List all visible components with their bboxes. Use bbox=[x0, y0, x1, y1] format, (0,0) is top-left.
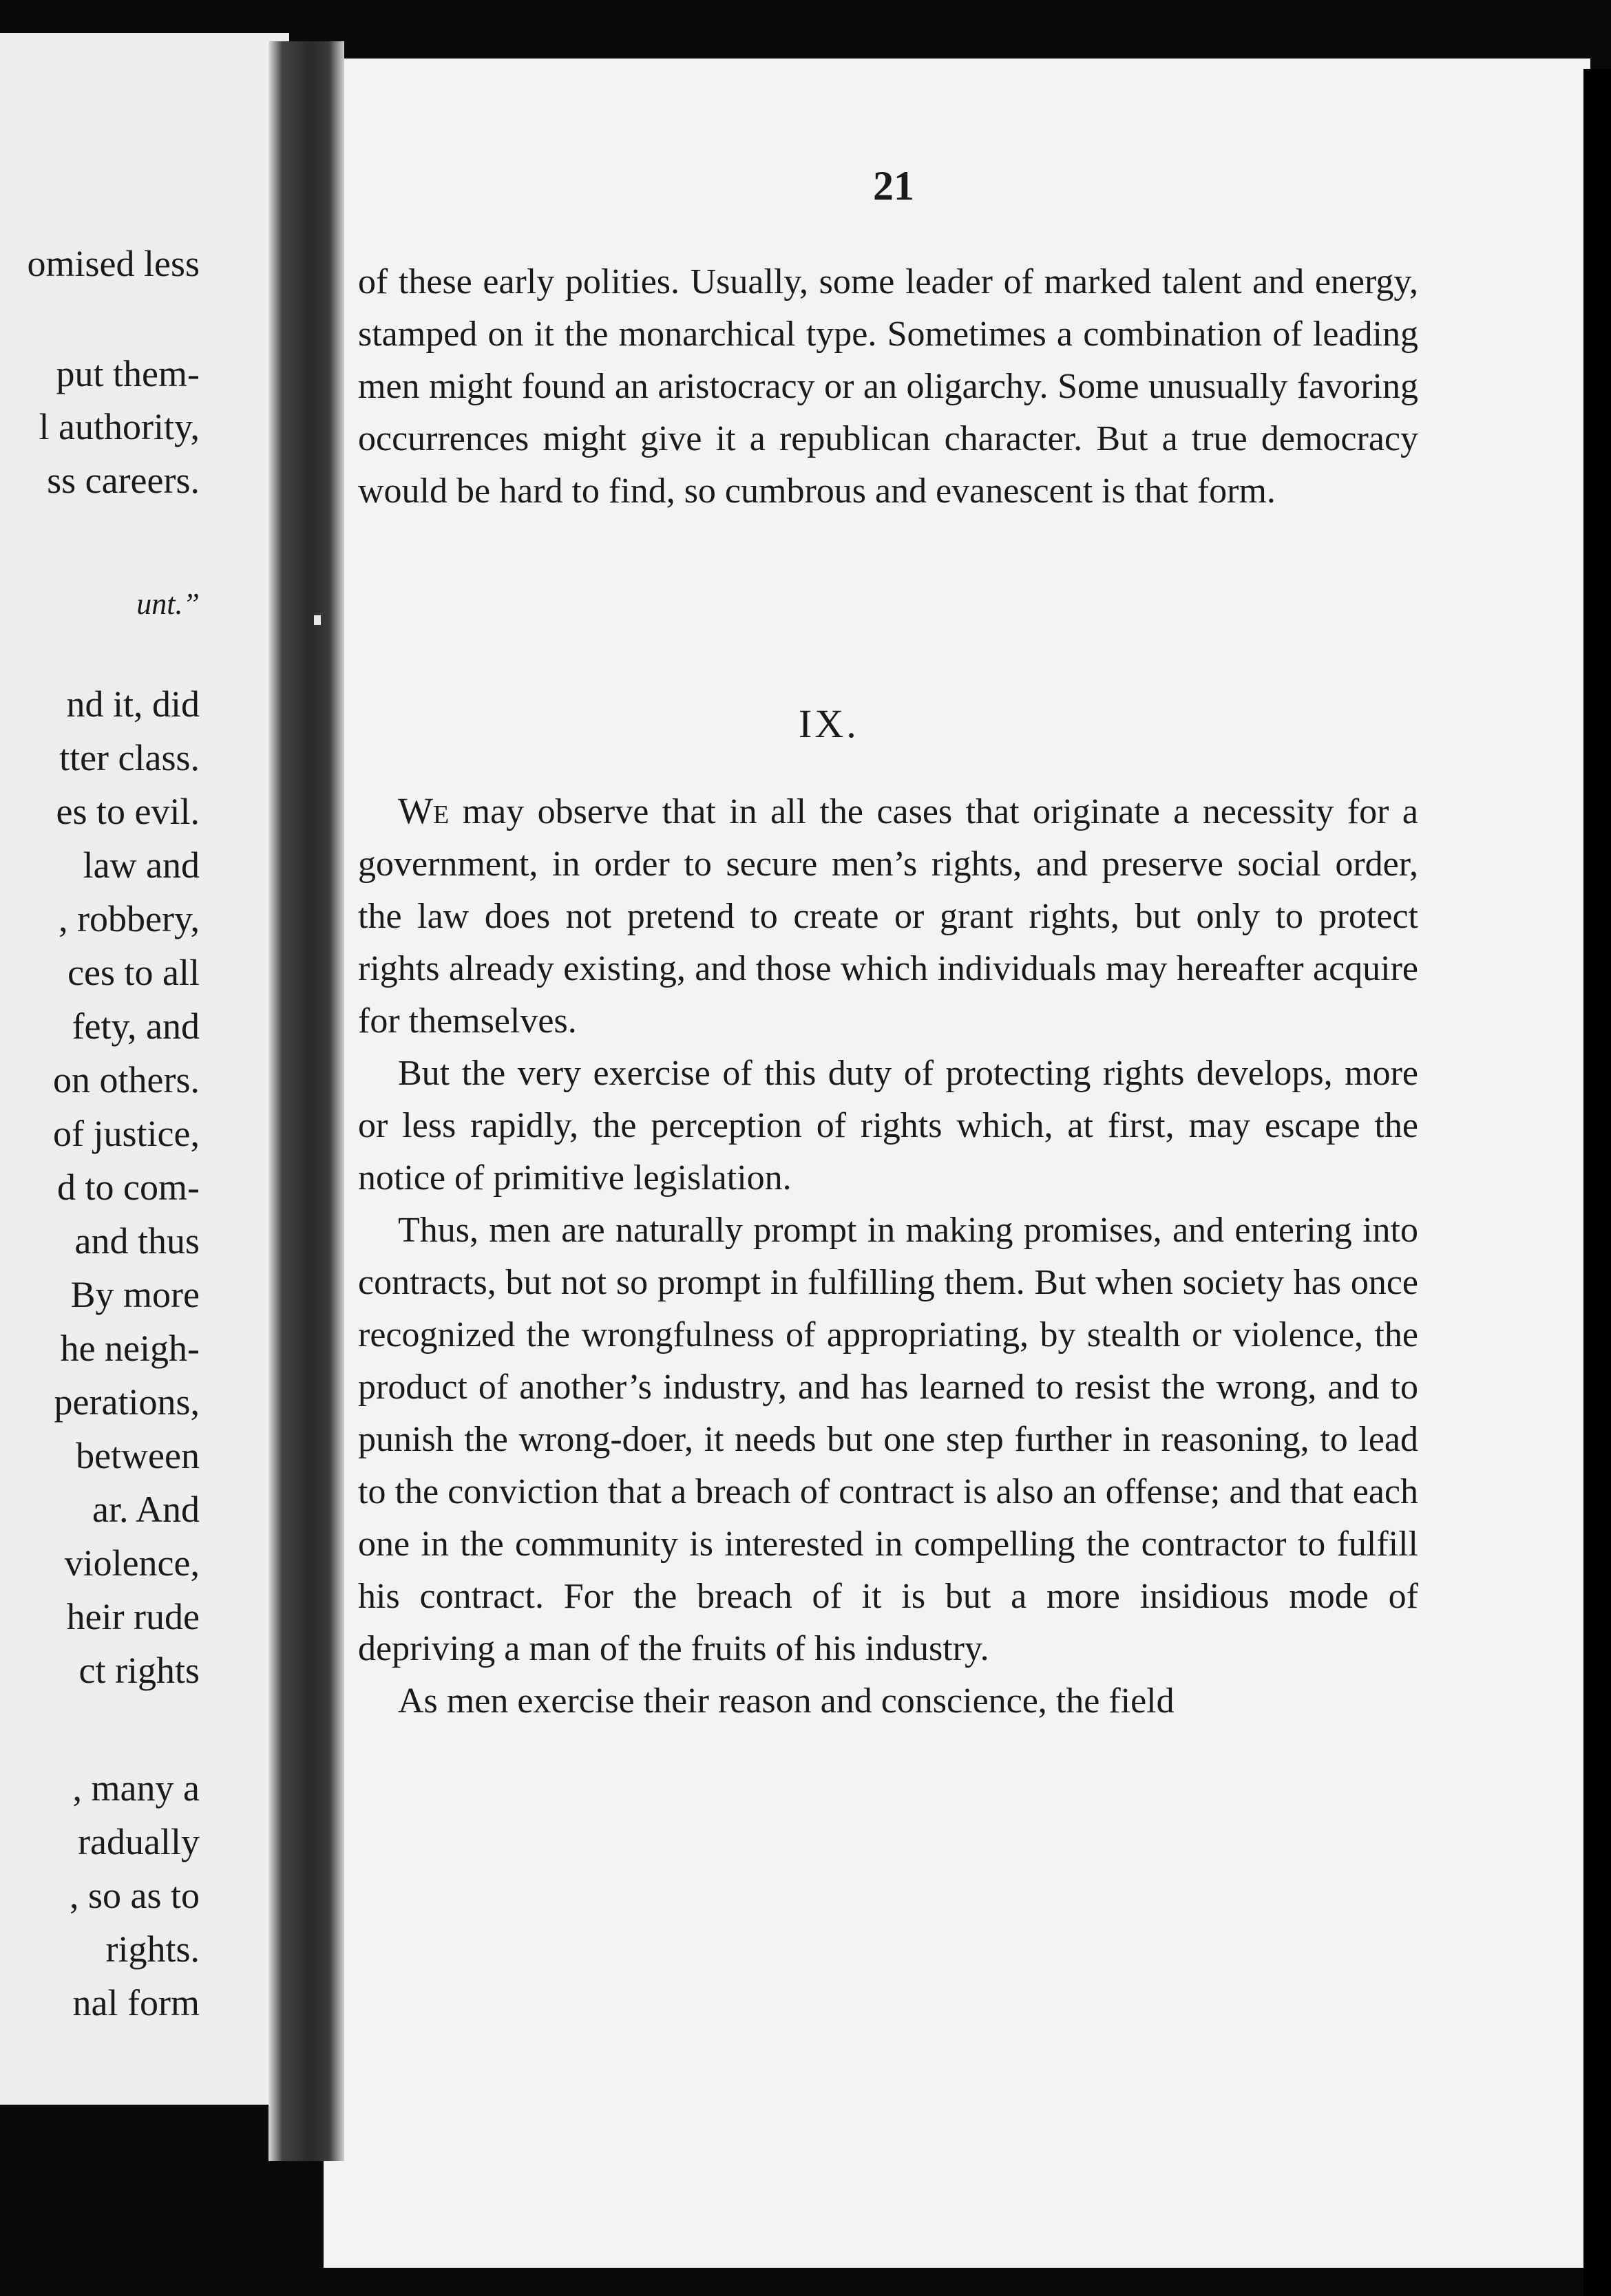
left-page-line: radually bbox=[78, 1821, 200, 1862]
left-page-line: perations, bbox=[54, 1381, 200, 1423]
left-page-line: nd it, did bbox=[66, 683, 200, 725]
left-page-line: nal form bbox=[72, 1982, 200, 2023]
left-page-line: ces to all bbox=[67, 952, 200, 993]
left-page-line: rights. bbox=[105, 1928, 200, 1970]
left-page-line: , robbery, bbox=[59, 898, 200, 939]
left-page-line: unt.” bbox=[136, 587, 200, 621]
left-page-line: heir rude bbox=[66, 1596, 200, 1637]
section-paragraph: But the very exercise of this duty of protecting rights develops, more or less rapidly, the perception of rights which, at first, may escape the notice of primitive legislation. bbox=[358, 1054, 1418, 1198]
left-page bbox=[0, 33, 289, 2105]
opening-paragraph: of these early polities. Usually, some leader of marked talent and energy, stamped on it the monarchical type. Sometimes a combination of leading men might found an aristocracy or an oligarchy. Some unusually favoring occurrences might give it a republican character. But a true democracy would be hard to find, so cumbrous and evanescent is that form. bbox=[358, 262, 1418, 511]
section-paragraph: As men exercise their reason and conscience, the field bbox=[398, 1681, 1175, 1721]
page-edge bbox=[1583, 69, 1611, 2296]
left-page-line: tter class. bbox=[59, 737, 200, 778]
section-heading: IX. bbox=[799, 701, 859, 746]
left-page-line: , so as to bbox=[70, 1875, 200, 1916]
left-page-line: between bbox=[76, 1435, 200, 1476]
section-body bbox=[358, 785, 1418, 1728]
left-page-line: omised less bbox=[27, 243, 200, 284]
section-first-word: We bbox=[398, 790, 450, 831]
section-paragraph bbox=[358, 785, 1418, 1048]
left-page-line: ar. And bbox=[92, 1489, 200, 1530]
left-page-line: violence, bbox=[64, 1542, 200, 1584]
left-page-line: ct rights bbox=[78, 1650, 200, 1691]
paper-blemish bbox=[314, 615, 321, 625]
left-page-line: put them- bbox=[56, 353, 200, 394]
left-page-line: law and bbox=[83, 844, 200, 886]
opening-paragraph-block bbox=[358, 256, 1418, 518]
left-page-line: on others. bbox=[53, 1059, 200, 1101]
left-page-line: es to evil. bbox=[56, 791, 200, 832]
left-page-line: fety, and bbox=[72, 1006, 200, 1047]
book-gutter bbox=[268, 41, 344, 2161]
section-paragraph: Thus, men are naturally prompt in making promises, and entering into contracts, but not so prompt in fulfilling them. But when society has once recognized the wrongfulness of appropriating, by stealth or violence, the product of another’s industry, and has learned to resist the wrong, and to punish the wrong-doer, it needs but one step further in reasoning, to lead to the conviction that a breach of contract is also an offense; and that each one in the community is interested in compelling the contractor to fulfill his contract. For the breach of it is but a more insidious mode of depriving a man of the fruits of his industry. bbox=[358, 1211, 1418, 1668]
left-page-line: , many a bbox=[72, 1767, 200, 1809]
page-number: 21 bbox=[873, 163, 914, 209]
left-page-line: d to com- bbox=[57, 1167, 200, 1208]
left-page-line: and thus bbox=[74, 1220, 200, 1262]
left-page-line: he neigh- bbox=[60, 1328, 200, 1369]
section-paragraph-text: may observe that in all the cases that originate a necessity for a government, in order to secure men’s rights, and preserve social order, the law does not pretend to create or grant rights, but only to protect rights already existing, and those which individuals may hereafter acquire for themselves. bbox=[358, 792, 1418, 1041]
left-page-line: l authority, bbox=[39, 406, 200, 447]
left-page-line: of justice, bbox=[53, 1113, 200, 1154]
left-page-line: By more bbox=[70, 1274, 200, 1315]
left-page-line: ss careers. bbox=[47, 460, 200, 501]
